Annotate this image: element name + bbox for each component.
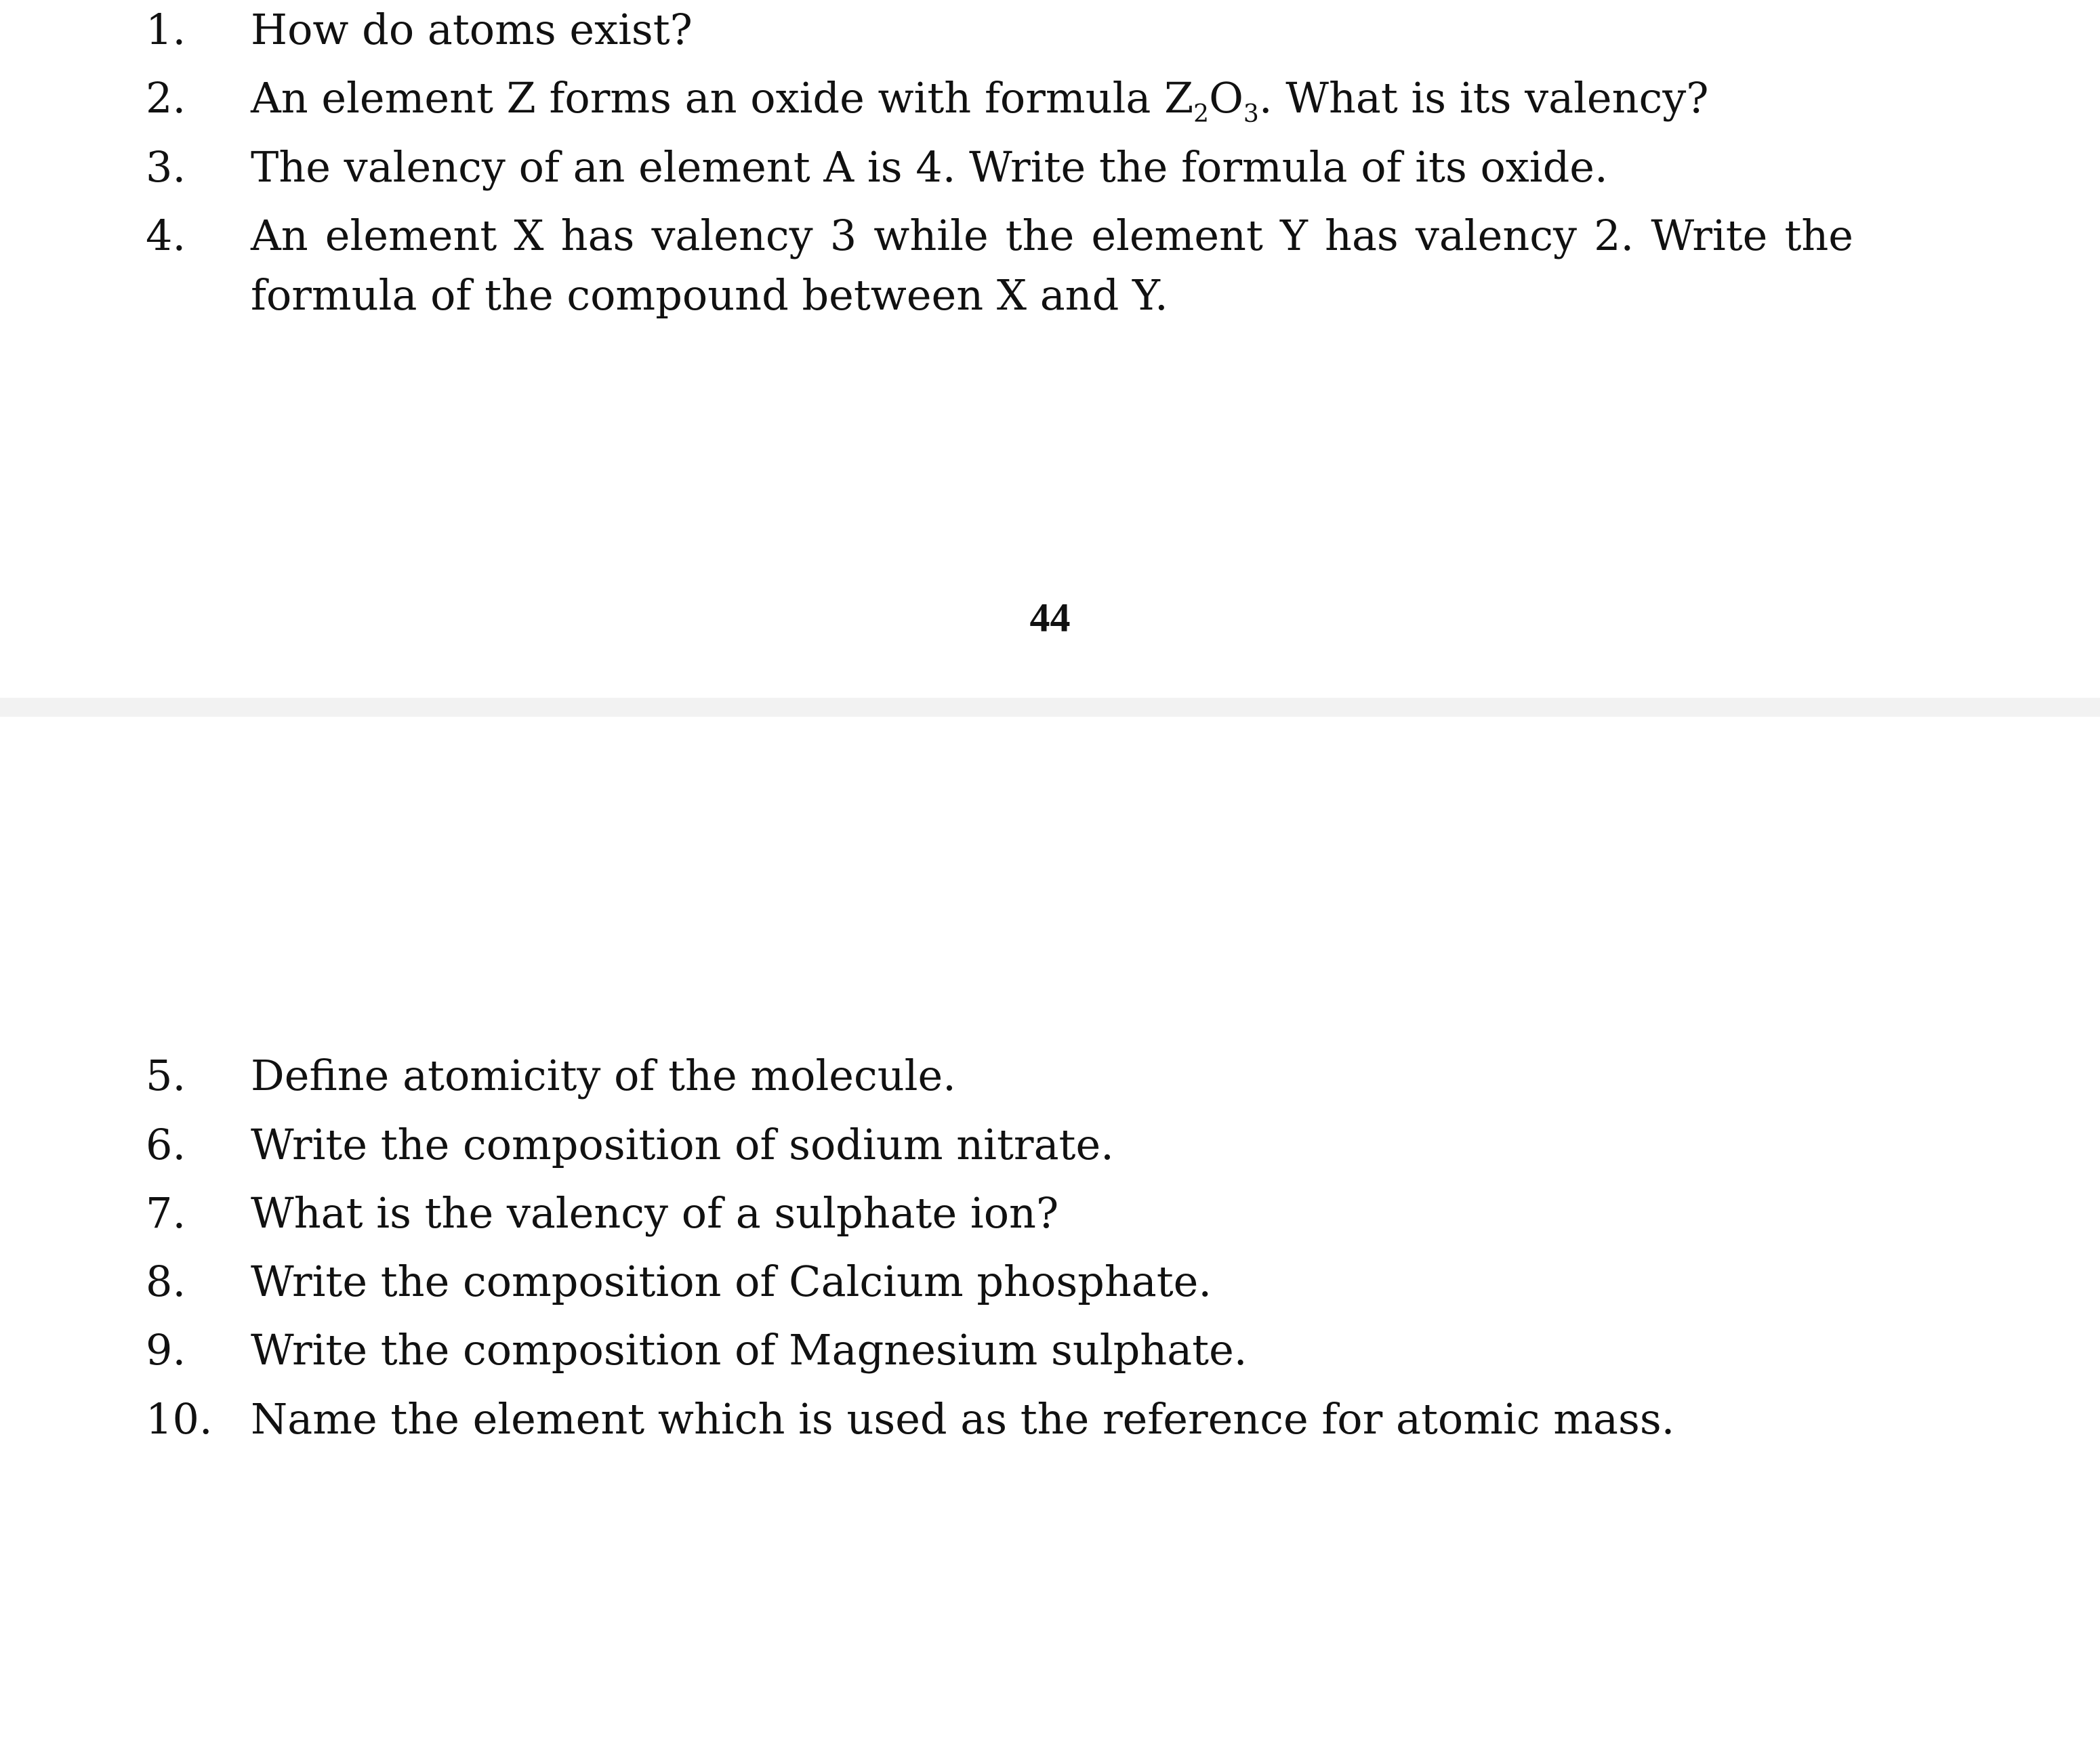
question-text-line: Define atomicity of the molecule. (251, 1051, 956, 1100)
question-number: 9. (146, 1325, 186, 1375)
page-number: 44 (1029, 595, 1071, 640)
question-text (251, 1389, 1857, 1449)
question-text-line: How do atoms exist? (251, 5, 693, 54)
question-text-line: An element X has valency 3 while the element Y has valency 2. Write the (251, 211, 1853, 260)
formula-element: O (1209, 73, 1243, 123)
question-number: 6. (146, 1120, 186, 1169)
question-text (251, 1184, 1857, 1243)
question-text-line: Write the composition of Calcium phosphate. (251, 1257, 1212, 1306)
question-text (251, 1252, 1857, 1312)
question-text-line: What is the valency of a sulphate ion? (251, 1188, 1059, 1238)
question-text-line (251, 68, 1857, 128)
question-text (251, 1115, 1857, 1175)
question-text (251, 0, 1857, 60)
question-text-line: Name the element which is used as the reference for atomic mass. (251, 1394, 1675, 1444)
subscript: 2 (1193, 100, 1210, 128)
subscript: 3 (1243, 100, 1259, 128)
question-number: 3. (146, 142, 186, 192)
question-text (251, 1046, 1857, 1106)
page-top (0, 0, 2100, 698)
question-number: 5. (146, 1051, 186, 1100)
question-text-line: Write the composition of sodium nitrate. (251, 1120, 1114, 1169)
question-number: 8. (146, 1257, 186, 1306)
question-text-line: formula of the compound between X and Y. (251, 270, 1168, 320)
text-after-formula: . What is its valency? (1258, 73, 1709, 123)
question-text (251, 1320, 1857, 1380)
question-text (251, 68, 1857, 128)
question-text-line: Write the composition of Magnesium sulphate. (251, 1325, 1248, 1375)
page-bottom (0, 717, 2100, 1756)
question-text (251, 206, 1857, 325)
text-before-formula: An element Z forms an oxide with formula Z (251, 73, 1194, 123)
question-text-line: The valency of an element A is 4. Write the formula of its oxide. (251, 142, 1608, 192)
question-number: 10. (146, 1394, 213, 1444)
question-number: 2. (146, 73, 186, 123)
question-text (251, 138, 1857, 197)
question-number: 4. (146, 211, 186, 260)
page-separator (0, 698, 2100, 717)
question-number: 1. (146, 5, 186, 54)
question-number: 7. (146, 1188, 186, 1238)
